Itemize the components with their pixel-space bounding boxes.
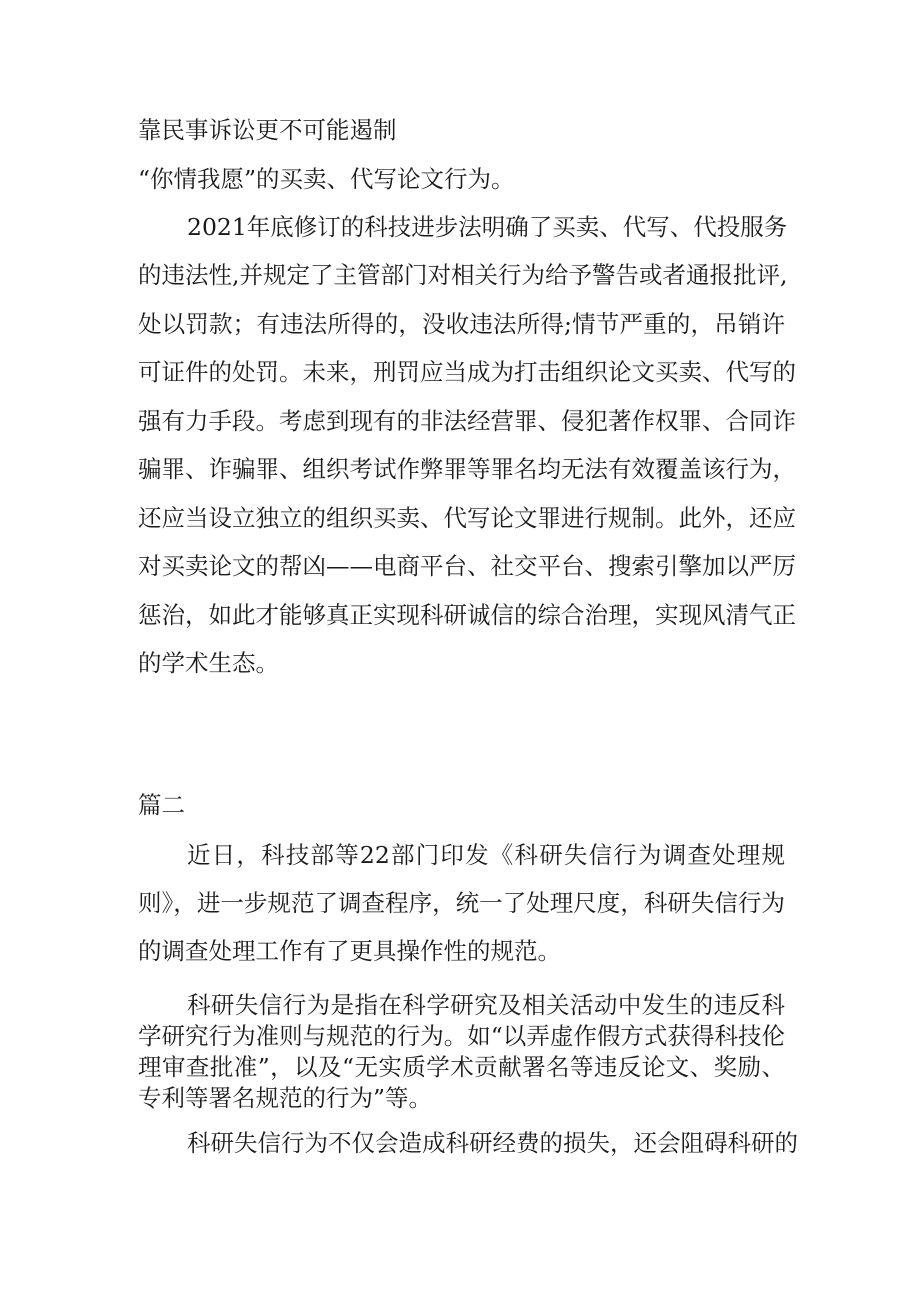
text-line: 专利等署名规范的行为”等。 — [138, 1084, 433, 1112]
section-heading: 篇二 — [138, 791, 185, 819]
text-line: 则》，进一步规范了调查程序，统一了处理尺度，科研失信行为 — [138, 889, 785, 917]
text-line: 的违法性,并规定了主管部门对相关行为给予警告或者通报批评, — [138, 261, 788, 289]
text-line: “你情我愿”的买卖、代写论文行为。 — [138, 165, 515, 193]
paragraph-first-line: 科研失信行为是指在科学研究及相关活动中发生的违反科 — [187, 991, 785, 1019]
text-line: 学研究行为准则与规范的行为。如“以弄虚作假方式获得科技伦 — [138, 1022, 785, 1050]
text-line: 处以罚款；有违法所得的，没收违法所得;情节严重的，吊销许 — [138, 310, 785, 338]
text-line: 强有力手段。考虑到现有的非法经营罪、侵犯著作权罪、合同诈 — [138, 407, 796, 435]
paragraph-first-line: 2021年底修订的科技进步法明确了买卖、代写、代投服务 — [187, 213, 788, 241]
paragraph-first-line: 科研失信行为不仅会造成科研经费的损失，还会阻碍科研的 — [187, 1129, 798, 1157]
text-line: 对买卖论文的帮凶——电商平台、社交平台、搜索引擎加以严厉 — [138, 552, 796, 580]
text-line: 的调查处理工作有了更具操作性的规范。 — [138, 937, 561, 965]
text-line: 可证件的处罚。未来，刑罚应当成为打击组织论文买卖、代写的 — [138, 358, 796, 386]
text-line: 的学术生态。 — [138, 649, 279, 677]
paragraph-first-line: 近日，科技部等22部门印发《科研失信行为调查处理规 — [187, 841, 785, 869]
text-line: 骗罪、诈骗罪、组织考试作弊罪等罪名均无法有效覆盖该行为， — [138, 455, 796, 483]
text-line: 靠民事诉讼更不可能遏制 — [138, 116, 397, 144]
text-line: 理审查批准”，以及“无实质学术贡献署名等违反论文、奖励、 — [138, 1053, 785, 1081]
text-line: 惩治，如此才能够真正实现科研诚信的综合治理，实现风清气正 — [138, 601, 796, 629]
text-line: 还应当设立独立的组织买卖、代写论文罪进行规制。此外，还应 — [138, 504, 796, 532]
